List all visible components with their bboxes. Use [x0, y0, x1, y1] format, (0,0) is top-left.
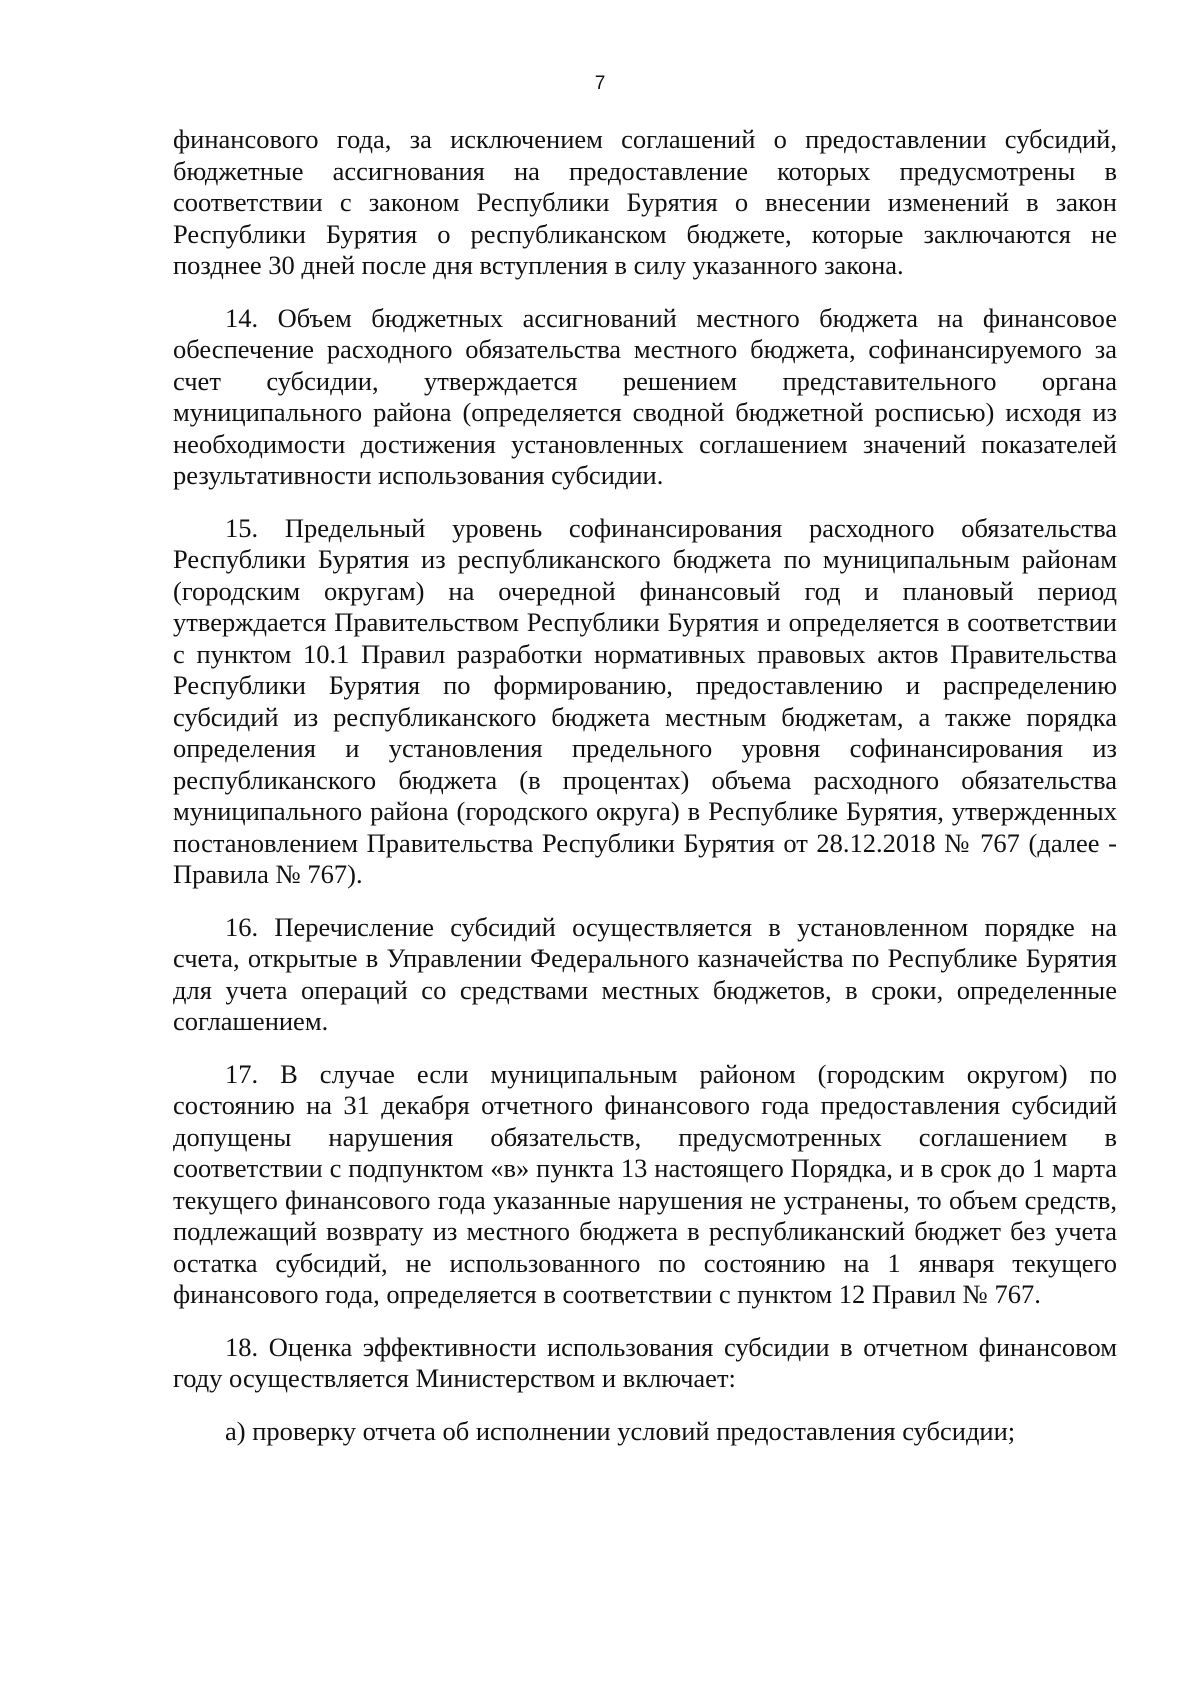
paragraph-17: 17. В случае если муниципальным районом (городским округом) по состоянию на 31 декабря отчетного финансового года предоставления субсидий допущены нарушения обязательств, предусмотренных соглашением в соответствии с подпунктом «в» пункта 13 настоящего Порядка, и в срок до 1 марта текущего финансового года указанные нарушения не устранены, то объем средств, подлежащий возврату из местного бюджета в республиканский бюджет без учета остатка субсидий, не использованного по состоянию на 1 января текущего финансового года, определяется в соответствии с пунктом 12 Правил № 767. [173, 1058, 1117, 1309]
paragraph-18: 18. Оценка эффективности использования субсидии в отчетном финансовом году осуществляется Министерством и включает: [173, 1331, 1117, 1393]
document-body [173, 124, 1117, 1468]
paragraph-14: 14. Объем бюджетных ассигнований местного бюджета на финансовое обеспечение расходного обязательства местного бюджета, софинансируемого за счет субсидии, утверждается решением представительного органа муниципального района (определяется сводной бюджетной росписью) исходя из необходимости достижения установленных соглашением значений показателей результативности использования субсидии. [173, 302, 1117, 490]
paragraph-16: 16. Перечисление субсидий осуществляется в установленном порядке на счета, открытые в Управлении Федерального казначейства по Республике Бурятия для учета операций со средствами местных бюджетов, в сроки, определенные соглашением. [173, 911, 1117, 1036]
paragraph-18a: а) проверку отчета об исполнении условий предоставления субсидии; [225, 1415, 1016, 1446]
paragraph-continuation: финансового года, за исключением соглашений о предоставлении субсидий, бюджетные ассигнования на предоставление которых предусмотрены в соответствии с законом Республики Бурятия о внесении изменений в закон Республики Бурятия о республиканском бюджете, которые заключаются не позднее 30 дней после дня вступления в силу указанного закона. [173, 124, 1117, 280]
page-number: 7 [594, 73, 606, 94]
paragraph-15: 15. Предельный уровень софинансирования расходного обязательства Республики Бурятия из республиканского бюджета по муниципальным районам (городским округам) на очередной финансовый год и плановый период утверждается Правительством Республики Бурятия и определяется в соответствии с пунктом 10.1 Правил разработки нормативных правовых актов Правительства Республики Бурятия по формированию, предоставлению и распределению субсидий из республиканского бюджета местным бюджетам, а также порядка определения и установления предельного уровня софинансирования из республиканского бюджета (в процентах) объема расходного обязательства муниципального района (городского округа) в Республике Бурятия, утвержденных постановлением Правительства Республики Бурятия от 28.12.2018 № 767 (далее - Правила № 767). [173, 512, 1117, 889]
